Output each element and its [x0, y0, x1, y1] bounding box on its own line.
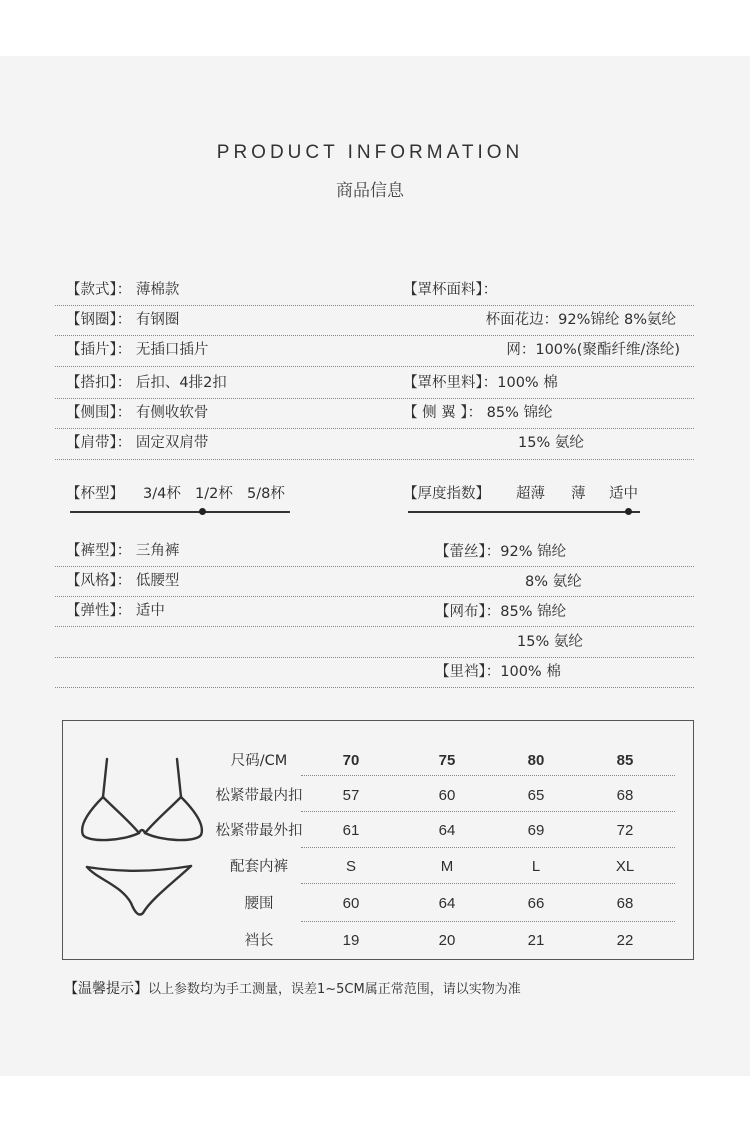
size-header-cell: 75: [438, 752, 456, 769]
size-row-divider: [301, 847, 675, 848]
cup-type-option: 3/4杯: [143, 486, 181, 502]
bra-brief-illustration-icon: [77, 753, 217, 943]
thickness-option: 适中: [609, 486, 638, 502]
cup-mesh: 网：100%(聚酯纤维/涤纶): [506, 342, 680, 358]
brief-style: 【风格】： 低腰型: [66, 573, 180, 589]
spec-side: 【侧围】： 有侧收软骨: [66, 405, 209, 421]
size-cell: 72: [616, 822, 634, 839]
size-cell: XL: [615, 858, 635, 875]
brief-mesh: 【网布】：85% 锦纶: [435, 604, 567, 620]
divider: [55, 687, 694, 688]
size-row-divider: [301, 883, 675, 884]
spec-insert: 【插片】： 无插口插片: [66, 342, 209, 358]
size-row-label: 松紧带最内扣: [215, 788, 303, 804]
size-row-divider: [301, 775, 675, 776]
divider: [55, 657, 694, 658]
size-cell: 68: [616, 787, 634, 804]
size-cell: S: [345, 858, 356, 875]
size-cell: 19: [342, 932, 360, 949]
size-row-label: 裆长: [244, 933, 274, 949]
size-cell: 21: [527, 932, 545, 949]
cup-fabric-label: 【罩杯面料】：: [403, 282, 498, 298]
divider: [55, 566, 694, 567]
title-chinese: 商品信息: [336, 181, 404, 201]
thickness-label: 【厚度指数】: [403, 486, 490, 502]
size-cell: 61: [342, 822, 360, 839]
brief-mesh-2: 15% 氨纶: [517, 634, 583, 650]
size-cell: 20: [438, 932, 456, 949]
size-header-cell: 70: [342, 752, 360, 769]
thickness-slider: [408, 511, 640, 513]
spec-style: 【款式】： 薄棉款: [66, 282, 180, 298]
side-wing-2: 15% 氨纶: [518, 435, 584, 451]
cup-type-label: 【杯型】: [66, 486, 124, 502]
title-english: PRODUCT INFORMATION: [216, 142, 524, 163]
size-cell: 64: [438, 895, 456, 912]
size-row-divider: [301, 921, 675, 922]
cup-type-slider: [70, 511, 290, 513]
divider: [55, 596, 694, 597]
brief-crotch: 【里裆】：100% 棉: [435, 664, 561, 680]
divider: [55, 459, 694, 460]
size-cell: 60: [342, 895, 360, 912]
size-row-label: 尺码/CM: [230, 753, 288, 769]
brief-lace-2: 8% 氨纶: [525, 574, 582, 590]
spec-clasp: 【搭扣】： 后扣、4排2扣: [66, 375, 227, 391]
side-wing: 【 侧 翼 】： 85% 锦纶: [403, 405, 553, 421]
cup-type-option: 1/2杯: [195, 486, 233, 502]
size-cell: 69: [527, 822, 545, 839]
size-header-cell: 80: [527, 752, 545, 769]
size-cell: L: [531, 858, 541, 875]
size-cell: 57: [342, 787, 360, 804]
thickness-option: 薄: [571, 486, 586, 502]
size-table: [62, 720, 694, 960]
size-row-divider: [301, 811, 675, 812]
divider: [55, 366, 694, 367]
size-cell: 22: [616, 932, 634, 949]
divider: [55, 626, 694, 627]
note: 【温馨提示】以上参数均为手工测量，误差1~5CM属正常范围，请以实物为准: [64, 981, 521, 997]
divider: [55, 305, 694, 306]
size-cell: 65: [527, 787, 545, 804]
size-cell: 64: [438, 822, 456, 839]
size-cell: 66: [527, 895, 545, 912]
size-cell: 68: [616, 895, 634, 912]
brief-type: 【裤型】： 三角裤: [66, 543, 180, 559]
cup-type-option: 5/8杯: [247, 486, 285, 502]
size-row-label: 松紧带最外扣: [215, 823, 303, 839]
size-cell: 60: [438, 787, 456, 804]
cup-type-knob: [199, 508, 206, 515]
divider: [55, 335, 694, 336]
thickness-option: 超薄: [516, 486, 545, 502]
spec-underwire: 【钢圈】： 有钢圈: [66, 312, 180, 328]
divider: [55, 428, 694, 429]
size-header-cell: 85: [616, 752, 634, 769]
brief-lace: 【蕾丝】：92% 锦纶: [435, 544, 567, 560]
spec-strap: 【肩带】： 固定双肩带: [66, 435, 209, 451]
size-cell: M: [440, 858, 454, 875]
thickness-knob: [625, 508, 632, 515]
divider: [55, 398, 694, 399]
cup-lace: 杯面花边：92%锦纶 8%氨纶: [485, 312, 676, 328]
cup-lining: 【罩杯里料】：100% 棉: [403, 375, 558, 391]
brief-elasticity: 【弹性】： 适中: [66, 603, 165, 619]
size-row-label: 配套内裤: [230, 859, 288, 875]
size-row-label: 腰围: [244, 896, 274, 912]
